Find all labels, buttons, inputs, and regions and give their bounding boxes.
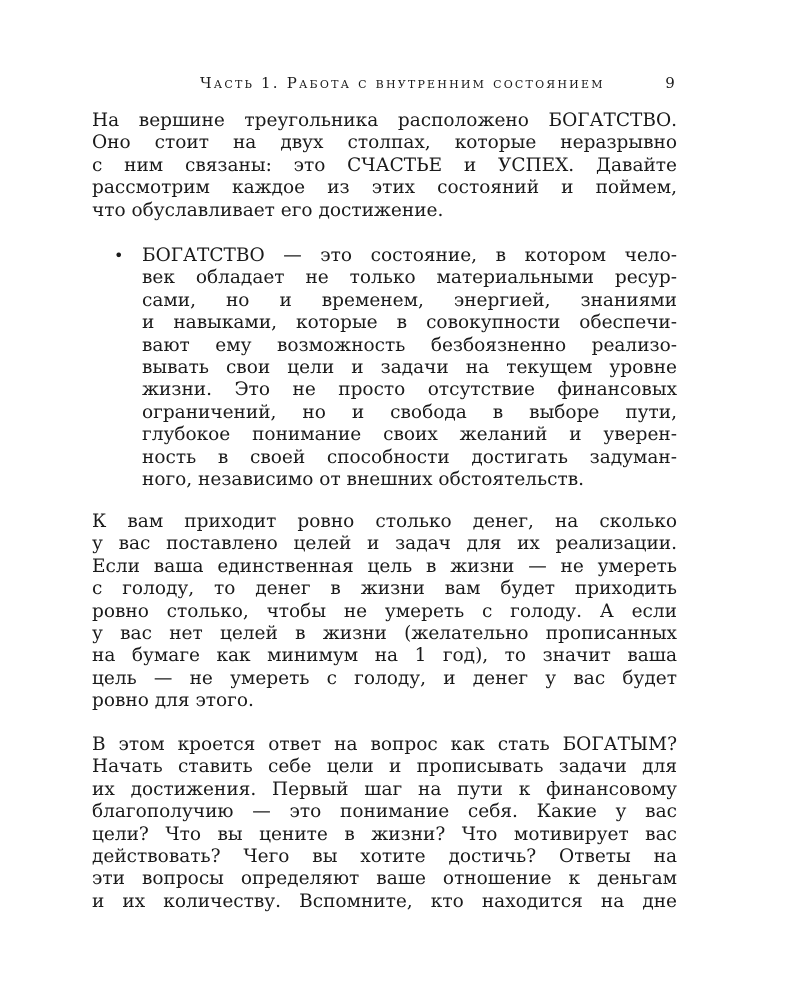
text-line: ограничений, но и свобода в выборе пути, bbox=[142, 401, 677, 423]
text-line: у вас поставлено целей и задач для их реализации. bbox=[92, 533, 677, 555]
text-line: их достижения. Первый шаг на пути к финансовому bbox=[92, 778, 677, 800]
text-line: Оно стоит на двух столпах, которые неразрывно bbox=[92, 132, 677, 154]
text-line: ровно для этого. bbox=[92, 690, 254, 712]
text-line: с ним связаны: это СЧАСТЬЕ и УСПЕХ. Давайте bbox=[92, 154, 677, 176]
text-line: сами, но и временем, энергией, знаниями bbox=[142, 289, 677, 311]
text-line: В этом кроется ответ на вопрос как стать БОГАТЫМ? bbox=[92, 734, 677, 755]
text-line: цели? Что вы цените в жизни? Что мотивирует вас bbox=[92, 823, 677, 845]
text-line: на бумаге как минимум на 1 год), то значит ваша bbox=[92, 645, 677, 667]
text-line: и навыками, которые в совокупности обеспечи- bbox=[142, 312, 677, 334]
running-header bbox=[200, 74, 677, 92]
text-line: у вас нет целей в жизни (желательно прописанных bbox=[92, 622, 677, 644]
list-item bbox=[92, 245, 677, 491]
text-line: что обуславливает его достижение. bbox=[92, 199, 444, 221]
paragraph-1 bbox=[92, 110, 677, 222]
text-line: и их количеству. Вспомните, кто находится на дне bbox=[92, 890, 677, 912]
text-line: эти вопросы определяют ваше отношение к деньгам bbox=[92, 868, 677, 890]
text-line: глубокое понимание своих желаний и уверен- bbox=[142, 424, 677, 446]
text-line: жизни. Это не просто отсутствие финансовых bbox=[142, 379, 677, 401]
text-line: ность в своей способности достигать задуман- bbox=[142, 446, 677, 468]
text-line: ровно столько, чтобы не умереть с голоду. А если bbox=[92, 600, 677, 622]
text-line: Начать ставить себе цели и прописывать задачи для bbox=[92, 756, 677, 778]
text-line: На вершине треугольника расположено БОГАТСТВО. bbox=[92, 110, 677, 131]
bullet-list bbox=[92, 245, 677, 491]
text-line: действовать? Чего вы хотите достичь? Ответы на bbox=[92, 845, 677, 867]
text-line: вывать свои цели и задачи на текущем уровне bbox=[142, 356, 677, 378]
paragraph-2 bbox=[92, 511, 677, 713]
text-line: век обладает не только материальными ресур- bbox=[142, 267, 677, 289]
page-number: 9 bbox=[665, 74, 677, 92]
text-line: БОГАТСТВО — это состояние, в котором чело- bbox=[142, 245, 677, 266]
text-line: Если ваша единственная цель в жизни — не умереть bbox=[92, 555, 677, 577]
text-line: ного, независимо от внешних обстоятельств. bbox=[142, 468, 585, 490]
text-line: цель — не умереть с голоду, и денег у вас будет bbox=[92, 667, 677, 689]
chapter-title: Часть 1. Работа с внутренним состоянием bbox=[200, 74, 605, 92]
text-line: благополучию — это понимание себя. Какие у вас bbox=[92, 801, 677, 823]
bullet-icon: • bbox=[114, 246, 124, 265]
text-line: с голоду, то денег в жизни вам будет приходить bbox=[92, 578, 677, 600]
paragraph-3 bbox=[92, 734, 677, 913]
text-line: К вам приходит ровно столько денег, на сколько bbox=[92, 511, 677, 532]
text-line: рассмотрим каждое из этих состояний и поймем, bbox=[92, 177, 677, 199]
text-line: вают ему возможность безбоязненно реализо- bbox=[142, 334, 677, 356]
